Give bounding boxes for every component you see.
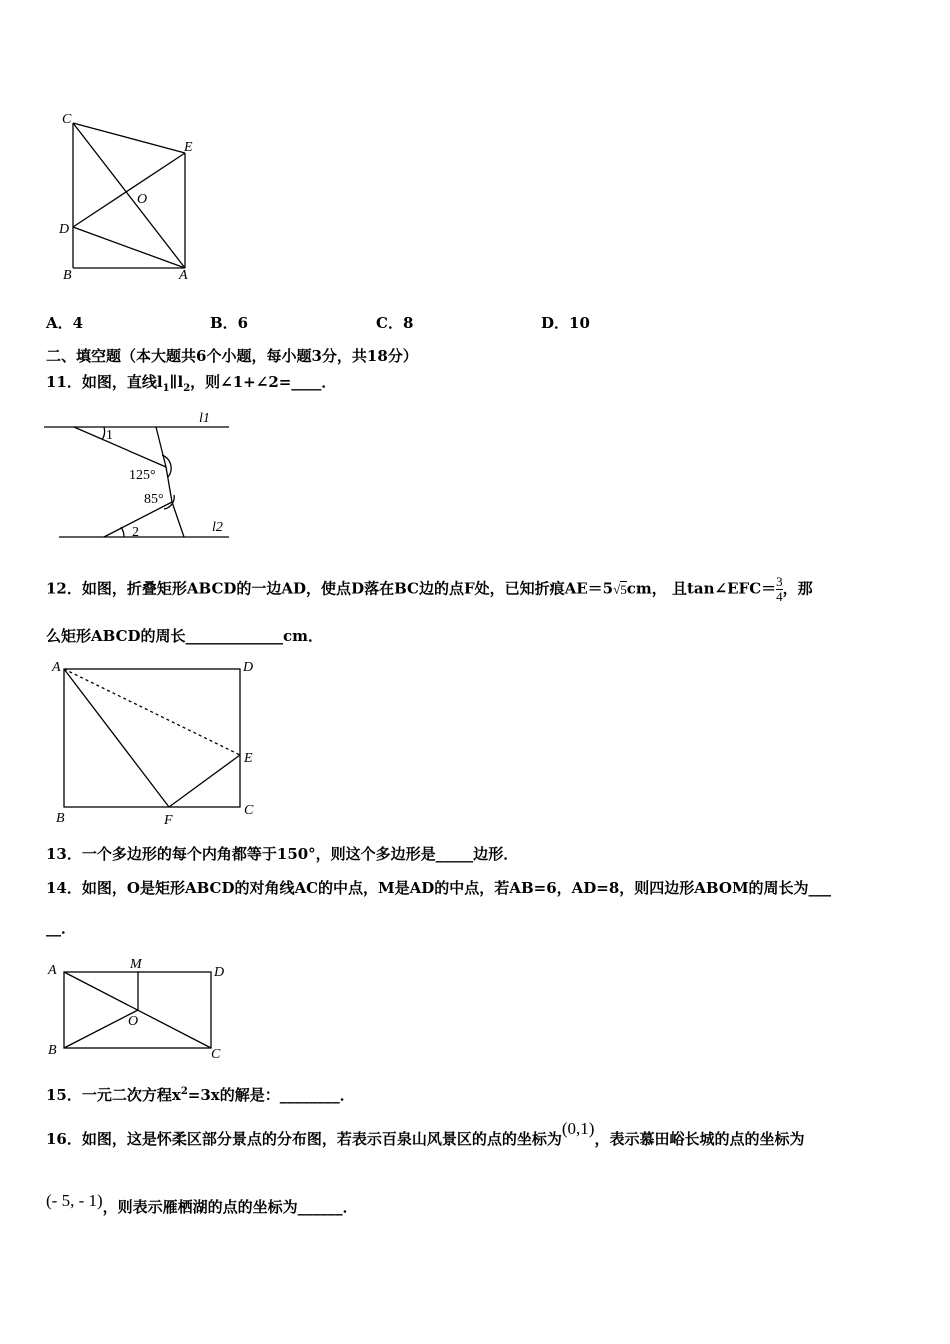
q16-line1-post: ，表示慕田峪长城的点的坐标为 — [594, 1130, 805, 1148]
q16-line2 — [46, 1191, 358, 1217]
label-B: B — [48, 1043, 57, 1058]
q11-l1: l — [156, 373, 163, 391]
label-B: B — [63, 268, 72, 283]
choice-b: B．6 — [210, 314, 249, 332]
q12-sqrt: √5 — [613, 581, 627, 597]
q14-figure — [44, 952, 244, 1067]
q16-coord1: (0,1) — [561, 1119, 595, 1138]
q12-line1-mid: cm， 且tan∠EFC＝ — [626, 579, 777, 598]
q11-text-post: ，则∠1+∠2=____． — [190, 373, 337, 391]
label-B: B — [56, 811, 65, 826]
label-A: A — [179, 268, 188, 283]
q12-line1-pre: 12．如图，折叠矩形ABCD的一边AD，使点D落在BC边的点F处，已知折痕AE＝5 — [46, 579, 614, 598]
q11-text-pre: 11．如图，直线 — [46, 373, 157, 391]
q12-figure — [44, 652, 274, 832]
q11-figure — [44, 405, 234, 545]
label-angle-85: 85° — [144, 492, 164, 507]
q11-l2: l — [177, 373, 184, 391]
q11-parallel: ∥ — [169, 373, 178, 391]
q16-coord2: (- 5, - 1) — [46, 1191, 103, 1210]
q10-figure — [55, 105, 215, 285]
label-l2: l2 — [212, 520, 223, 535]
label-O: O — [128, 1014, 139, 1029]
q12-line1 — [46, 575, 813, 604]
q11-text — [46, 371, 336, 394]
label-A: A — [48, 963, 57, 978]
choice-c: C．8 — [376, 314, 414, 332]
q11-l2-sub: 2 — [183, 383, 191, 394]
choice-a: A．4 — [46, 314, 84, 332]
label-A: A — [52, 660, 61, 675]
q15-text-post: =3x的解是：________． — [187, 1086, 355, 1104]
label-C: C — [62, 112, 72, 127]
q12-line1-end: ，那 — [782, 579, 813, 598]
label-C: C — [244, 803, 254, 818]
q14-line2: __． — [46, 919, 77, 937]
q12-line2: 么矩形ABCD的周长_____________cm． — [46, 627, 324, 645]
q16-line1 — [46, 1119, 805, 1149]
label-D: D — [243, 660, 254, 675]
q12-sqrt-num: 5 — [620, 581, 627, 597]
q16-line1-pre: 16．如图，这是怀柔区部分景点的分布图，若表示百泉山风景区的点的坐标为 — [46, 1130, 562, 1148]
label-E: E — [184, 140, 193, 155]
q12-frac-num: 3 — [776, 574, 783, 589]
section-heading: 二、填空题（本大题共6个小题，每小题3分，共18分） — [46, 347, 418, 365]
label-angle-1: 1 — [106, 428, 113, 443]
q13-text: 13．一个多边形的每个内角都等于150°，则这个多边形是_____边形． — [46, 845, 519, 863]
label-F: F — [164, 813, 173, 828]
q14-line1: 14．如图，O是矩形ABCD的对角线AC的中点，M是AD的中点，若AB=6，AD=8，则四边形ABOM的周长为___ — [46, 879, 832, 897]
q15-text-pre: 15．一元二次方程x — [46, 1086, 181, 1104]
q15-sup: 2 — [180, 1086, 188, 1097]
label-C: C — [211, 1047, 221, 1062]
label-angle-2: 2 — [132, 525, 139, 540]
label-O: O — [137, 192, 148, 207]
label-D: D — [214, 965, 225, 980]
label-angle-125: 125° — [129, 468, 156, 483]
label-E: E — [244, 751, 253, 766]
q15-text — [46, 1084, 355, 1105]
q12-frac-den: 4 — [776, 589, 783, 604]
q16-line2-text: ，则表示雁栖湖的点的坐标为______． — [102, 1198, 358, 1216]
label-l1: l1 — [199, 411, 210, 426]
label-M: M — [130, 957, 142, 972]
choice-d: D．10 — [541, 314, 590, 332]
q11-l1-sub: 1 — [162, 383, 170, 394]
label-D: D — [59, 222, 70, 237]
